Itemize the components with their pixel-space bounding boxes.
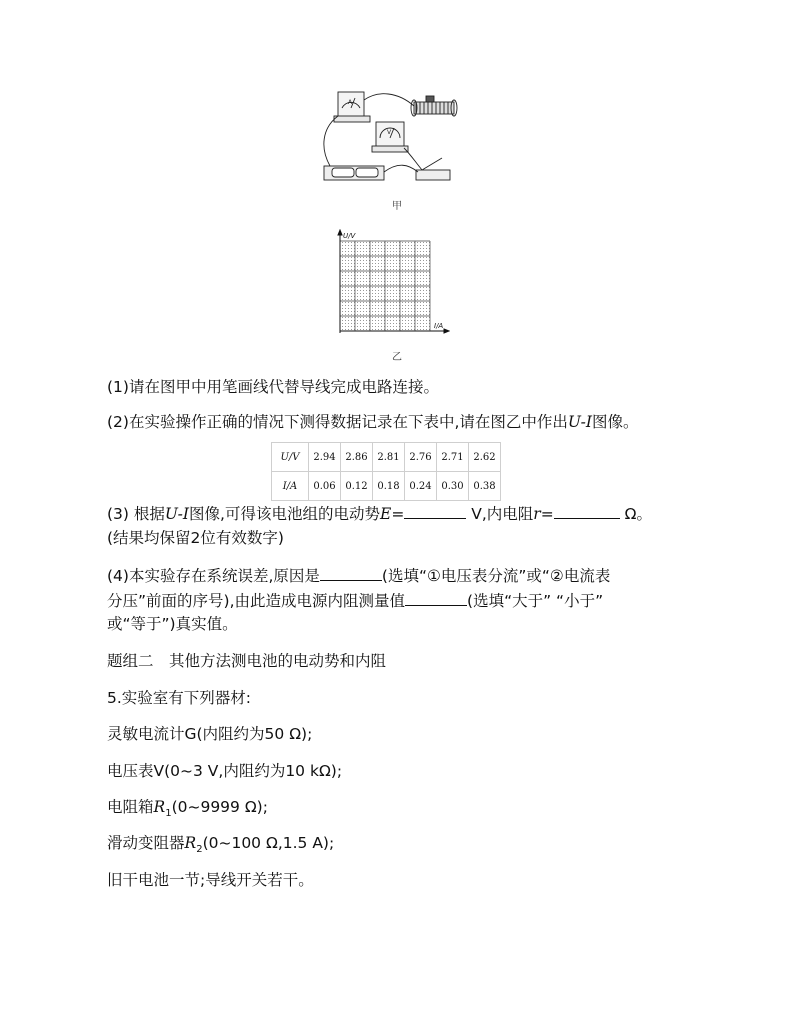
comparison-blank[interactable] [405,589,467,606]
q4-text-c: 分压”前面的序号),由此造成电源内阻测量值 [107,592,406,610]
row-label-current: I/A [272,472,309,501]
question-3-note: (结果均保留2位有效数字) [107,529,284,547]
voltmeter-label: V [387,129,392,136]
table-row-current [272,472,501,501]
row-label-voltage: U/V [272,443,309,472]
table-cell: 2.71 [437,443,469,472]
equipment-rheostat [107,832,334,861]
q3-eq-2: = [540,505,554,523]
equipment-battery: 旧干电池一节;导线开关若干。 [107,871,314,889]
question-5: 5.实验室有下列器材: [107,689,252,707]
table-cell: 2.81 [373,443,405,472]
error-cause-blank[interactable] [320,564,382,581]
r1-spec: (0~9999 Ω); [171,798,268,816]
resistance-answer-blank[interactable] [554,502,620,519]
q4-text-a: (4)本实验存在系统误差,原因是 [107,567,320,585]
table-row-voltage [272,443,501,472]
ammeter-label: A [348,99,353,106]
q4-text-b: (选填“①电压表分流”或“②电流表 [381,567,611,585]
q3-unit: Ω。 [624,505,652,523]
r1-var: R [153,798,166,816]
table-cell: 2.62 [469,443,501,472]
question-4-line-1 [107,564,610,587]
q3-var-r: r [533,505,541,523]
table-cell: 0.38 [469,472,501,501]
circuit-diagram [318,88,458,186]
question-3 [107,502,652,525]
equipment-voltmeter: 电压表V(0~3 V,内阻约为10 kΩ); [107,762,343,780]
question-2 [107,411,639,433]
equipment-galvanometer: 灵敏电流计G(内阻约为50 Ω); [107,725,313,743]
equipment-resistance-box [107,796,268,825]
q3-text-a: (3) 根据 [107,505,165,523]
table-cell: 0.12 [341,472,373,501]
table-cell: 2.94 [309,443,341,472]
emf-answer-blank[interactable] [404,502,466,519]
q2-text-b: 图像。 [592,413,639,431]
table-cell: 2.86 [341,443,373,472]
x-axis-label: I/A [434,322,444,330]
question-1: (1)请在图甲中用笔画线代替导线完成电路连接。 [107,378,439,396]
r1-sub: 1 [165,808,172,820]
data-table [271,442,501,501]
r2-label: 滑动变阻器 [107,834,185,852]
y-axis-label: U/V [343,232,356,240]
r2-var: R [184,834,197,852]
ui-graph-grid [326,229,450,347]
table-cell: 0.18 [373,472,405,501]
graph-caption: 乙 [392,352,402,363]
q3-var-ui: U-I [164,505,190,523]
q3-text-b: 图像,可得该电池组的电动势 [189,505,380,523]
table-cell: 0.06 [309,472,341,501]
q3-var-e: E [379,505,392,523]
switch [416,170,450,180]
q3-eq-1: = [391,505,405,523]
q3-text-c: V,内电阻 [471,505,534,523]
q2-text-a: (2)在实验操作正确的情况下测得数据记录在下表中,请在图乙中作出 [107,413,568,431]
q2-var-ui: U-I [567,413,593,431]
r2-spec: (0~100 Ω,1.5 A); [202,834,335,852]
table-cell: 0.30 [437,472,469,501]
r1-label: 电阻箱 [107,798,154,816]
q4-text-d: (选填“大于” “小于” [467,592,604,610]
circuit-caption: 甲 [392,201,402,212]
r2-sub: 2 [196,844,203,856]
question-4-line-2 [107,589,603,612]
table-cell: 0.24 [405,472,437,501]
question-4-line-3: 或“等于”)真实值。 [107,615,238,633]
section-heading: 题组二 其他方法测电池的电动势和内阻 [107,652,387,670]
table-cell: 2.76 [405,443,437,472]
